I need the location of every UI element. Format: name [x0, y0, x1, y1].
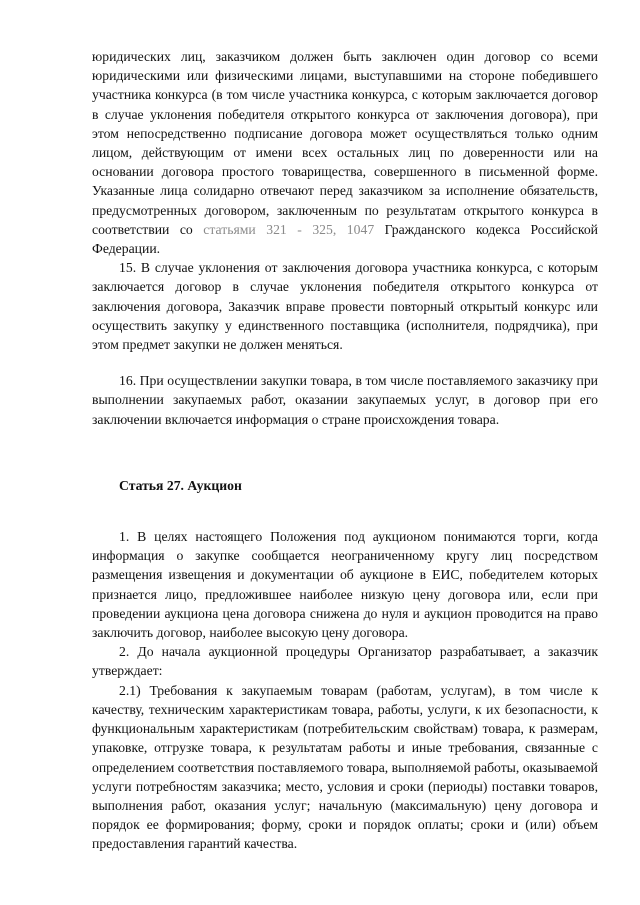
- paragraph-continuation: [92, 47, 598, 258]
- article-heading: Статья 27. Аукцион: [119, 477, 242, 493]
- article-paragraph-2-1: 2.1) Требования к закупаемым товарам (работам, услугам), в том числе к качеству, техническим характеристикам товара, работы, услуги, к их безопасности, к функциональным характеристикам (потребительским свойствам) товара, к размерам, упаковке, отгрузке товара, к результатам работы и иные требования, связанные с определением соответствия поставляемого товара, выполняемой работы, оказываемой услуги потребностям заказчика; место, условия и сроки (периоды) поставки товаров, выполнения работ, оказания услуг; начальную (максимальную) цену договора и порядок ее формирования; форму, сроки и порядок оплаты; сроки и (или) объем предоставления гарантий качества.: [92, 682, 598, 852]
- article-paragraph-2: 2. До начала аукционной процедуры Организатор разрабатывает, а заказчик утверждает:: [92, 644, 598, 679]
- article-paragraph-1: 1. В целях настоящего Положения под аукционом понимаются торги, когда информация о закупке сообщается неограниченному кругу лиц посредством размещения извещения и документации об аукционе в ЕИС, победителем которых признается лицо, предложившее наиболее низкую цену договора или, если при проведении аукциона цена договора снижена до нуля и аукцион проводится на право заключить договор, наиболее высокую цену договора.: [92, 529, 598, 641]
- paragraph-16: 16. При осуществлении закупки товара, в том числе поставляемого заказчику при выполнении закупаемых работ, оказании закупаемых услуг, в договор при его заключении включается информация о стране происхождения товара.: [92, 373, 598, 427]
- paragraph-text-tail: Гражданского кодекса Российской Федерации.: [92, 221, 598, 257]
- law-reference-link[interactable]: статьями 321 - 325, 1047: [203, 221, 375, 237]
- paragraph-text: юридических лиц, заказчиком должен быть заключен один договор со всеми юридическими или физическими лицами, выступавшими на стороне победившего участника конкурса (в том числе участника конкурса, с которым заключается договор в случае уклонения победителя открытого конкурса от заключения договора), при этом непосредственно подписание договора может осуществляться только одним лицом, действующим от имени всех остальных лиц по доверенности или на основании договора простого товарищества, совершенного в письменной форме. Указанные лица солидарно отвечают перед заказчиком за исполнение обязательств, предусмотренных договором, заключенным по результатам открытого конкурса в соответствии со: [92, 49, 598, 237]
- paragraph-15: 15. В случае уклонения от заключения договора участника конкурса, с которым заключается договор в случае уклонения победителя открытого конкурса от заключения договора, Заказчик вправе провести повторный открытый конкурс или осуществить закупку у единственного поставщика (исполнителя, подрядчика), при этом предмет закупки не должен меняться.: [92, 260, 598, 353]
